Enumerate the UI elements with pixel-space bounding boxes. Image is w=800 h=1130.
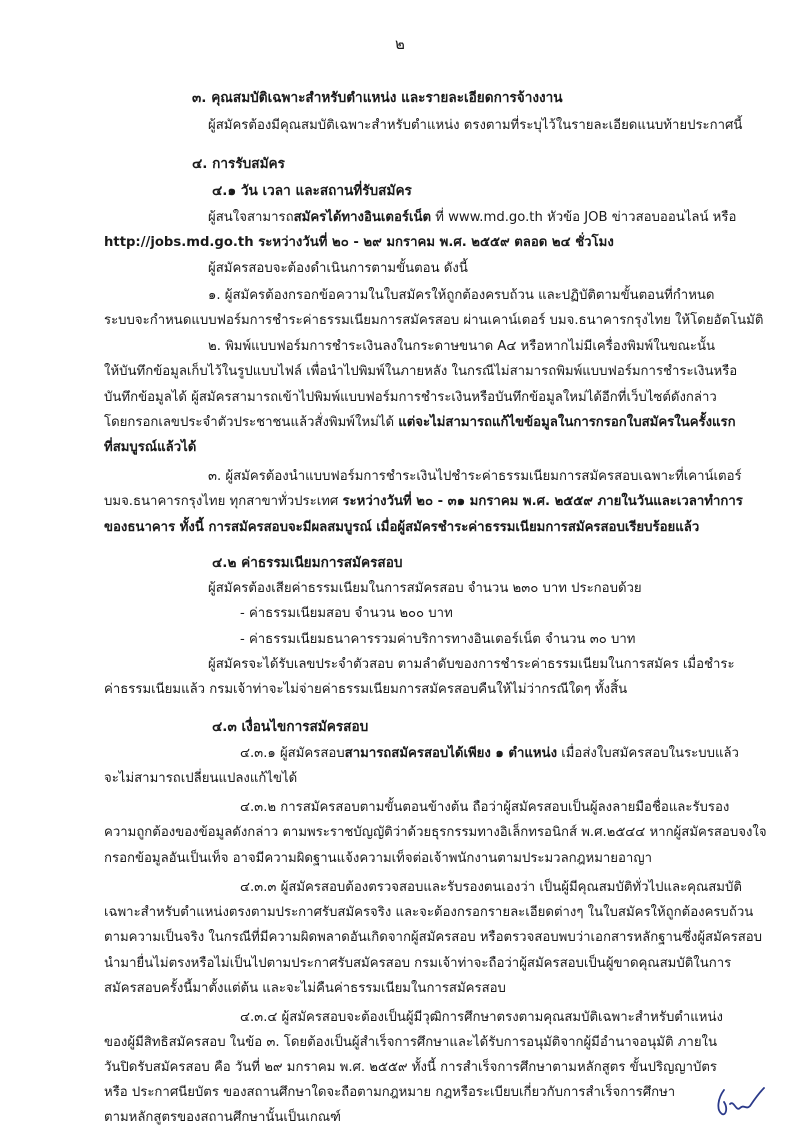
s43-3-line-3: ตามความเป็นจริง ในกรณีที่มีความผิดพลาดอันเกิดจากผู้สมัครสอบ หรือตรวจสอบพบว่าเอกสารหลักฐานซึ่งผู้สมัครสอบ [104,930,763,945]
section-4-3-heading: ๔.๓ เงื่อนไขการสมัครสอบ [212,719,369,735]
s43-2-line-1: ๔.๓.๒ การสมัครสอบตามขั้นตอนข้างต้น ถือว่าผู้สมัครสอบเป็นผู้ลงลายมือชื่อและรับรอง [240,800,730,815]
s41-line-2: http://jobs.md.go.th ระหว่างวันที่ ๒๐ - ๒๙ มกราคม พ.ศ. ๒๕๕๙ ตลอด ๒๔ ชั่วโมง [104,235,614,250]
s43-3-line-4: นำมายื่นไม่ตรงหรือไม่เป็นไปตามประกาศรับสมัครสอบ กรมเจ้าท่าจะถือว่าผู้สมัครสอบเป็นผู้ขาดคุณสมบัติในการ [104,956,732,971]
s43-4-line-1: ๔.๓.๔ ผู้สมัครสอบจะต้องเป็นผู้มีวุฒิการศึกษาตรงตามคุณสมบัติเฉพาะสำหรับตำแหน่ง [240,1010,723,1025]
s41-line-3: ผู้สมัครสอบจะต้องดำเนินการตามขั้นตอน ดังนี้ [208,261,468,276]
s42-line-4: ผู้สมัครจะได้รับเลขประจำตัวสอบ ตามลำดับของการชำระค่าธรรมเนียมในการสมัคร เมื่อชำระ [208,657,735,672]
page-number: ๒ [395,35,405,53]
s43-4-line-5: ตามหลักสูตรของสถานศึกษานั้นเป็นเกณฑ์ [104,1110,341,1125]
s42-fee-item-1: - ค่าธรรมเนียมสอบ จำนวน ๒๐๐ บาท [240,606,453,621]
s41-step3-a: ๓. ผู้สมัครต้องนำแบบฟอร์มการชำระเงินไปชำระค่าธรรมเนียมการสมัครสอบเฉพาะที่เคาน์เตอร์ [208,469,742,484]
s43-3-line-5: สมัครสอบครั้งนี้มาตั้งแต่ต้น และจะไม่คืนค่าธรรมเนียมในการสมัครสอบ [104,981,506,996]
s41-step3-c: ของธนาคาร ทั้งนี้ การสมัครสอบจะมีผลสมบูรณ์ เมื่อผู้สมัครชำระค่าธรรมเนียมการสมัครสอบเรียบร้อยแล้ว [104,520,700,535]
section-4-1-heading: ๔.๑ วัน เวลา และสถานที่รับสมัคร [212,183,412,199]
s43-2-line-2: ความถูกต้องของข้อมูลดังกล่าว ตามพระราชบัญญัติว่าด้วยธุรกรรมทางอิเล็กทรอนิกส์ พ.ศ.๒๕๔๔ หากผู้สมัครสอบจงใจ [104,825,767,840]
s41-step1-b: ระบบจะกำหนดแบบฟอร์มการชำระค่าธรรมเนียมการสมัครสอบ ผ่านเคาน์เตอร์ บมจ.ธนาคารกรุงไทย ให้โดยอัตโนมัติ [104,313,764,328]
s42-line-1: ผู้สมัครต้องเสียค่าธรรมเนียมในการสมัครสอบ จำนวน ๒๓๐ บาท ประกอบด้วย [208,581,642,596]
s42-line-5: ค่าธรรมเนียมแล้ว กรมเจ้าท่าจะไม่จ่ายค่าธรรมเนียมการสมัครสอบคืนให้ไม่ว่ากรณีใดๆ ทั้งสิ้น [104,682,628,697]
s43-4-line-3: วันปิดรับสมัครสอบ คือ วันที่ ๒๙ มกราคม พ.ศ. ๒๕๕๙ ทั้งนี้ การสำเร็จการศึกษาตามหลักสูตร ขั้นปริญญาบัตร [104,1060,717,1075]
s43-3-line-2: เฉพาะสำหรับตำแหน่งตรงตามประกาศรับสมัครจริง และจะต้องกรอกรายละเอียดต่างๆ ในใบสมัครให้ถูกต้องครบถ้วน [104,905,754,920]
s42-fee-item-2: - ค่าธรรมเนียมธนาคารรวมค่าบริการทางอินเตอร์เน็ต จำนวน ๓๐ บาท [240,632,636,647]
s41-step3-b: บมจ.ธนาคารกรุงไทย ทุกสาขาทั่วประเทศ ระหว่างวันที่ ๒๐ - ๓๑ มกราคม พ.ศ. ๒๕๕๙ ภายในวันและเวลาทำการ [104,494,743,509]
s41-step2-a: ๒. พิมพ์แบบฟอร์มการชำระเงินลงในกระดาษขนาด A๔ หรือหากไม่มีเครื่องพิมพ์ในขณะนั้น [208,339,716,354]
section-4-2-heading: ๔.๒ ค่าธรรมเนียมการสมัครสอบ [212,555,403,571]
s41-line-1: ผู้สนใจสามารถสมัครได้ทางอินเตอร์เน็ต ที่ www.md.go.th หัวข้อ JOB ข่าวสอบออนไลน์ หรือ [208,210,737,225]
handwritten-initials [710,1082,770,1122]
s41-step2-e: ที่สมบูรณ์แล้วได้ [104,440,197,455]
s41-step1-a: ๑. ผู้สมัครต้องกรอกข้อความในใบสมัครให้ถูกต้องครบถ้วน และปฏิบัติตามขั้นตอนที่กำหนด [208,288,715,303]
s41-step2-b: ให้บันทึกข้อมูลเก็บไว้ในรูปแบบไฟล์ เพื่อนำไปพิมพ์ในภายหลัง ในกรณีไม่สามารถพิมพ์แบบฟอร์มการชำระเงินหรือ [104,364,738,379]
section-3-heading: ๓. คุณสมบัติเฉพาะสำหรับตำแหน่ง และรายละเอียดการจ้างงาน [192,90,563,106]
s43-4-line-4: หรือ ประกาศนียบัตร ของสถานศึกษาใดจะถือตามกฎหมาย กฎหรือระเบียบเกี่ยวกับการสำเร็จการศึกษา [104,1085,676,1100]
s43-1-line-2: จะไม่สามารถเปลี่ยนแปลงแก้ไขได้ [104,771,298,786]
section-4-heading: ๔. การรับสมัคร [192,156,285,172]
s41-step2-c: บันทึกข้อมูลได้ ผู้สมัครสามารถเข้าไปพิมพ์แบบฟอร์มการชำระเงินหรือบันทึกข้อมูลใหม่ได้อีกที่เว็บไซต์ดังกล่าว [104,390,717,405]
s43-3-line-1: ๔.๓.๓ ผู้สมัครสอบต้องตรวจสอบและรับรองตนเองว่า เป็นผู้มีคุณสมบัติทั่วไปและคุณสมบัติ [240,880,742,895]
s43-4-line-2: ของผู้มีสิทธิสมัครสอบ ในข้อ ๓. โดยต้องเป็นผู้สำเร็จการศึกษาและได้รับการอนุมัติจากผู้มีอำนาจอนุมัติ ภายใน [104,1035,718,1050]
s43-2-line-3: กรอกข้อมูลอันเป็นเท็จ อาจมีความผิดฐานแจ้งความเท็จต่อเจ้าพนักงานตามประมวลกฎหมายอาญา [104,851,652,866]
s41-step2-d: โดยกรอกเลขประจำตัวประชาชนแล้วสั่งพิมพ์ใหม่ได้ แต่จะไม่สามารถแก้ไขข้อมูลในการกรอกใบสมัครในครั้งแรก [104,415,736,430]
s43-1-line-1: ๔.๓.๑ ผู้สมัครสอบสามารถสมัครสอบได้เพียง ๑ ตำแหน่ง เมื่อส่งใบสมัครสอบในระบบแล้ว [240,746,739,761]
section-3-body: ผู้สมัครต้องมีคุณสมบัติเฉพาะสำหรับตำแหน่ง ตรงตามที่ระบุไว้ในรายละเอียดแนบท้ายประกาศนี้ [208,118,743,133]
